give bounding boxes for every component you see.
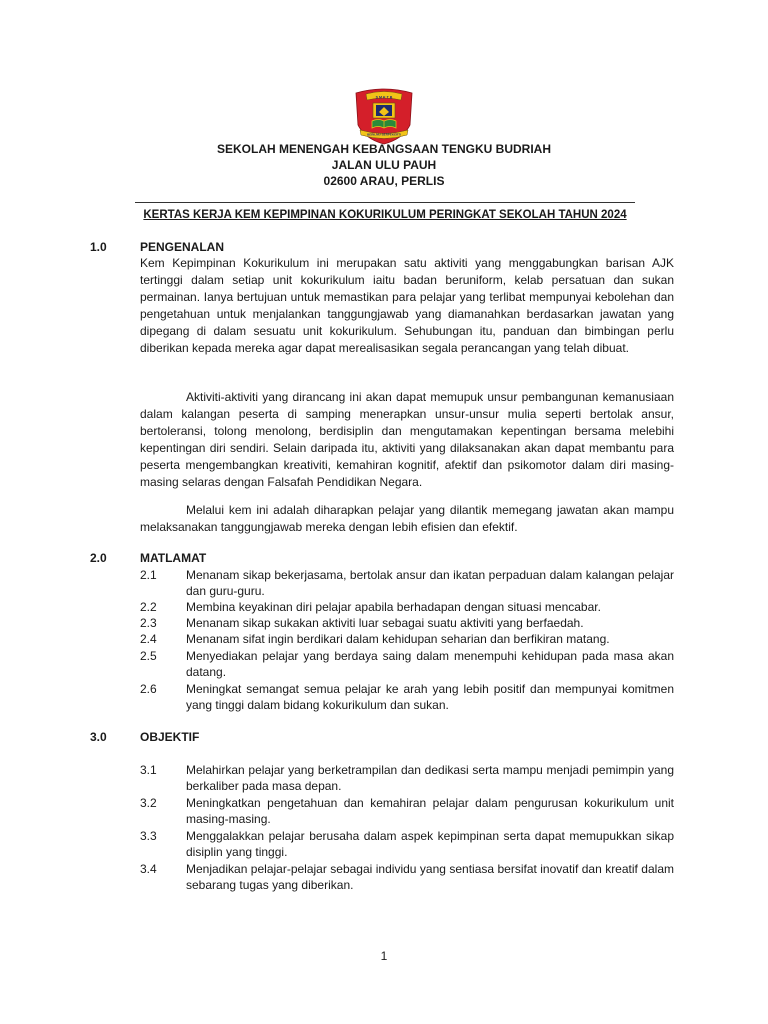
item-number: 2.1 — [140, 568, 157, 582]
page-number: 1 — [380, 949, 388, 963]
item-text: Menanam sikap sukakan aktiviti luar sebagai suatu aktiviti yang berfaedah. — [186, 616, 584, 630]
item-number: 2.3 — [140, 616, 157, 630]
item-number: 2.4 — [140, 632, 157, 646]
section-heading-pengenalan: PENGENALAN — [140, 240, 225, 254]
item-number: 2.6 — [140, 682, 157, 696]
section-number: 2.0 — [90, 551, 107, 565]
school-address-line1: JALAN ULU PAUH — [331, 158, 437, 172]
intro-paragraph-2: Aktiviti-aktiviti yang dirancang ini akan dapat memupuk unsur pembangunan kemanusiaan dalam kalangan peserta di samping menerapkan unsur-unsur mulia seperti bertolak ansur, bertoleransi, tolong menolong, berdisiplin dan mengutamakan kepentingan bersama melebihi kepentingan diri sendiri. Selain daripada itu, aktiviti yang dilaksanakan akan dapat membantu para peserta mengembangkan kreativiti, kemahiran kognitif, afektif dan psikomotor dalam diri masing-masing selaras dengan Falsafah Pendidikan Negara. — [140, 390, 674, 489]
item-number: 3.3 — [140, 829, 157, 843]
logo-banner-bottom: BERILMU BERPEKERTI — [367, 132, 401, 137]
header-divider — [135, 202, 635, 203]
item-number: 2.2 — [140, 600, 157, 614]
section-number: 3.0 — [90, 730, 107, 744]
intro-paragraph-1: Kem Kepimpinan Kokurikulum ini merupakan satu aktiviti yang menggabungkan barisan AJK tertinggi dalam setiap unit kokurikulum iaitu badan beruniform, kelab persatuan dan sukan permainan. Ianya bertujuan untuk memastikan para pelajar yang terlibat mempunyai kebolehan dan pengetahuan untuk menjalankan tanggungjawab yang diamanahkan berdasarkan jawatan yang dipegang di dalam sesuatu unit kokurikulum. Sehubungan itu, panduan dan bimbingan perlu diberikan kepada mereka agar dapat merealisasikan segala perancangan yang telah dibuat. — [140, 256, 674, 355]
section-heading-matlamat: MATLAMAT — [140, 551, 207, 565]
section-number: 1.0 — [90, 240, 107, 254]
school-address-line2: 02600 ARAU, PERLIS — [323, 174, 445, 188]
item-text: Menggalakkan pelajar berusaha dalam aspek kepimpinan serta dapat memupukkan sikap disiplin yang tinggi. — [186, 829, 674, 859]
school-crest-icon — [353, 87, 415, 145]
item-number: 3.2 — [140, 796, 157, 810]
item-text: Menanam sifat ingin berdikari dalam kehidupan seharian dan berfikiran matang. — [186, 632, 610, 646]
document-title: KERTAS KERJA KEM KEPIMPINAN KOKURIKULUM PERINGKAT SEKOLAH TAHUN 2024 — [143, 209, 627, 221]
item-number: 3.1 — [140, 763, 157, 777]
item-text: Menjadikan pelajar-pelajar sebagai individu yang sentiasa bersifat inovatif dan kreatif dalam sebarang tugas yang diberikan. — [186, 862, 674, 892]
item-number: 2.5 — [140, 649, 157, 663]
logo-banner-top: S M K T B — [375, 95, 393, 100]
school-name: SEKOLAH MENENGAH KEBANGSAAN TENGKU BUDRIAH — [216, 142, 551, 156]
item-text: Melahirkan pelajar yang berketrampilan dan dedikasi serta mampu menjadi pemimpin yang berkaliber pada masa depan. — [186, 763, 674, 793]
item-text: Membina keyakinan diri pelajar apabila berhadapan dengan situasi mencabar. — [186, 600, 601, 614]
item-text: Menanam sikap bekerjasama, bertolak ansur dan ikatan perpaduan dalam kalangan pelajar dan guru-guru. — [186, 568, 674, 598]
section-heading-objektif: OBJEKTIF — [140, 730, 200, 744]
item-text: Menyediakan pelajar yang berdaya saing dalam menempuhi kehidupan pada masa akan datang. — [186, 649, 674, 679]
item-number: 3.4 — [140, 862, 157, 876]
intro-paragraph-3: Melalui kem ini adalah diharapkan pelajar yang dilantik memegang jawatan akan mampu melaksanakan tanggungjawab mereka dengan lebih efisien dan efektif. — [140, 503, 674, 534]
item-text: Meningkat semangat semua pelajar ke arah yang lebih positif dan mempunyai komitmen yang tinggi dalam bidang kokurikulum dan sukan. — [186, 682, 674, 712]
item-text: Meningkatkan pengetahuan dan kemahiran pelajar dalam pengurusan kokurikulum unit masing-masing. — [186, 796, 674, 826]
